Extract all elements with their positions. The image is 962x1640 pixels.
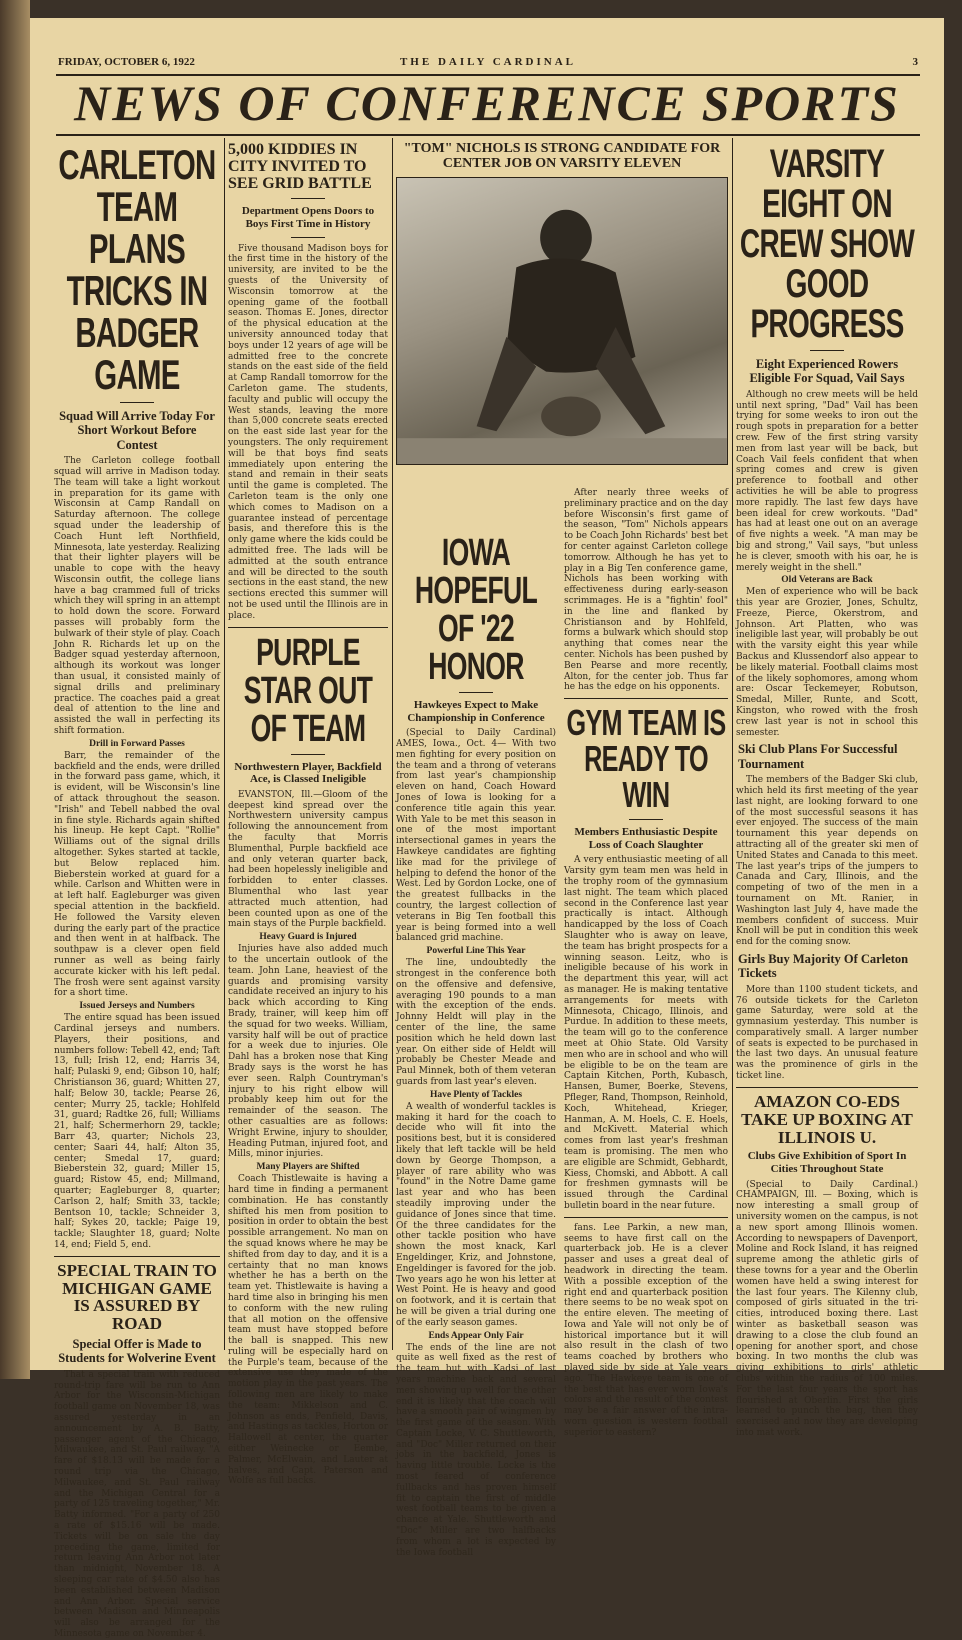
article-body: Coach Thistlewaite is having a hard time in finding a permanent combination. He has constantly shifted his men from position to position in order to obtain the best possible arrangement. No man on the squad knows where he may be shifted from day to day, and it is a certainty that no man knows whether he has a berth on the team yet. Thistlewaite is having a hard time also in bringing his men to conform with the new ruling that all motion on the offensive team must have stopped before the ball is snapped. This new ruling will be especially hard on the Purple's team, because of the extensive use they made of the motion play in the past years. The following men are likely to make the team: Mikkelson and C. Johnson as ends, Penfield, Davis, and Hastings as tackles, Horton or Hallowell at center, the quarter either Weinecke or Eembe, Palmer, McElwain, and Lauter at halves, and Capt. Paterson and Wolfe as full backs.	[228, 1174, 388, 1487]
article-body: A very enthusiastic meeting of all Varsity gym team men was held in the trophy room of the gymnasium last night. The team which placed second in the Conference last year practically is intact. Although handicapped by the loss of Coach Slaughter who is away on leave, the team has bright prospects for a winning season. Leitz, who is ineligible because of his work in the department this year, will act as manager. He is making tentative arrangements for meets with Minnesota, Chicago, Illinois, and Purdue. In addition to these meets, the team will go to the conference meet at Ohio State. Old Varsity men who are in school and who will be eligible to be on the team are Captain Kitchen, Porth, Kubasch, Hansen, Bumer, Boerke, Stevens, Pfleger, Rand, Thompson, Reinhold, Koch, Whitehead, Krieger, Hanman, A. M. Hoels, C. E. Hoels, and McKivett. Material which comes from last year's freshman team is promising. The men who are eligible are Schmidt, Gebhardt, Kiess, Chomski, and Abbott. A call for freshmen gymnasts will be issued through the Cardinal bulletin board in the near future.	[564, 855, 728, 1211]
article-body: The entire squad has been issued Cardinal jerseys and numbers. Players, their positions, and numbers follow: Tebell 42, end; Taft 13, full; Irish 12, end; Harris 34, half; Pulaski 9, end; Gibson 10, half; Christianson 36, guard; Whitten 27, half; Below 30, tackle; Pearse 26, center; Murry 25, tackle; Hohlfeld 31, guard; Radtke 26, full; Williams 21, half; Schermerhorn 29, tackle; Barr 43, quarter; Nichols 23, center; Saari 44, half; Alton 35, center; Smedal 17, guard; Bieberstein 32, guard; Miller 15, guard; Ristow 45, end; Millmand, quarter; Eagleburger 8, quarter; Carlson 2, half; Smith 33, tackle; Bentson 10, tackle; Schneider 3, half; Sykes 20, tackle; Paige 19, tackle; Slaughter 18, guard; Nolte 14, end; Field 5, end.	[54, 1013, 220, 1250]
divider	[54, 1256, 220, 1257]
headline-amazon-coeds: AMAZON CO-EDS TAKE UP BOXING AT ILLINOIS U.	[741, 1091, 913, 1147]
headline-girls-tickets: Girls Buy Majority Of Carleton Tickets	[738, 951, 909, 981]
article-body: Barr, the remainder of the backfield and the ends, were drilled in the forward pass game, which, it is evident, will be Wisconsin's line of attack throughout the season. "Irish" and Tebell nabbed the oval in fine style. Richards again shifted his lineup. He kept Capt. "Rollie" Williams out of the signal drills altogether. Sykes started at tackle, but Below replaced him. Bieberstein worked at guard for a while. Carlson and Whitten were in at left half. Eagleburger was given special attention in the backfield. He followed the Varsity eleven during the early part of the practice and then went in at halfback. The southpaw is a clever open field runner as well as being fairly accurate kicker with his left pedal. The frosh were sent against varsity for a short time.	[54, 750, 220, 999]
subheading: Heavy Guard is Injured	[259, 932, 357, 943]
subhead-amazon-coeds: Clubs Give Exhibition of Sport In Cities Throughout State	[747, 1150, 907, 1176]
subheading: Issued Jerseys and Numbers	[79, 1001, 195, 1012]
article-body: The ends of the line are not quite as well fixed as the rest of the team but with Kadsi of last years machine back and several men showing up well for the other end it is likely that the coach will have a smooth pair of wingmen by the first game of the season. With Captain Locke, V. C. Shuttleworth, and "Doc" Miller returned on their jobs in the backfield, Jones is having little trouble. Locke is the most feared of conference fullbacks and has proven himself fit to captain the first of middle west football teams to be given a chance at Yale. Shuttleworth and "Doc" Miller are two halfbacks from whom a lot is expected by the Iowa football	[396, 1342, 556, 1558]
headline-ski-club: Ski Club Plans For Successful Tournament	[738, 742, 898, 771]
issue-date: FRIDAY, OCTOBER 6, 1922	[58, 56, 195, 68]
divider	[120, 402, 154, 403]
article-body: Injuries have also added much to the uncertain outlook of the team. John Lane, heaviest of the guards and promising varsity candidate received an injury to his back which according to King Brady, trainer, will keep him off the squad for two weeks. William, varsity half will be out of practice for a week due to injuries. Ole Dahl has a broken nose that King Brady says is the worst he has ever seen. Ralph Countryman's injury to his right elbow will probably keep him out for the remainder of the season. The other casualties are as follows: Wright Erwine, injury to shoulder, Heading Putman, injured foot, and Mills, minor injuries.	[228, 944, 388, 1160]
divider	[291, 237, 325, 238]
divider	[810, 350, 844, 351]
page-number: 3	[912, 56, 918, 68]
subheading: Drill in Forward Passes	[89, 738, 185, 749]
subhead-special-train: Special Offer is Made to Students for Wolverine Event	[58, 1337, 216, 1366]
headline-kiddies: 5,000 KIDDIES IN CITY INVITED TO SEE GRID BATTLE	[228, 141, 372, 192]
column-rule	[224, 138, 225, 1350]
column-4	[736, 138, 918, 1439]
article-body: Although no crew meets will be held until next spring, "Dad" Vail has been trying for some weeks to iron out the rough spots in preparation for a better crew. Few of the first string varsity men from last year will be back, but Coach Vail feels confident that when spring comes and crew is given preference to football and other activities he will be able to progress more rapidly. The last few days have been ideal for crew workouts. "Dad" has had at least one out on an average of five nights a week. "A man may be big and strong," Vail says, "but unless he is clever, smooth with his oar, he is merely weight in the shell."	[736, 389, 918, 573]
subhead-iowa: Hawkeyes Expect to Make Championship in Conference	[407, 699, 545, 724]
headline-carleton: CARLETON TEAM PLANS TRICKS IN BADGER GAME	[58, 141, 216, 398]
subheading: Powerful Line This Year	[426, 946, 526, 957]
divider	[291, 198, 325, 199]
headline-purple-star: PURPLE STAR OUT OF TEAM	[243, 631, 373, 750]
headline-nichols: "TOM" NICHOLS IS STRONG CANDIDATE FOR CENTER JOB ON VARSITY ELEVEN	[403, 141, 721, 171]
article-body: Five thousand Madison boys for the first time in the history of the university, are invited to be the guests of the University of Wisconsin tomorrow at the opening game of the football season. Thomas E. Jones, director of the physical education at the university announced today that boys under 12 years of age will be admitted free to the concrete stands on the east side of the field at Camp Randall tomorrow for the Carleton game. The students, faculty and public will occupy the West stands, leaving the more than 5,000 concrete seats erected on the east side last year for the youngsters. The only requirement will be that boys find seats immediately upon entering the stand and remain in their seats until the game is completed. The Carleton team is the only one which comes to Madison on a guarantee instead of percentage basis, and therefore this is the only game where the kids could be admitted free. The lads will be admitted at the south entrance and will be directed to the south sections in the east stand, the new sections erected this summer will not be used until the Illinois are in place.	[228, 243, 388, 621]
column-3	[396, 138, 728, 1558]
subhead-carleton: Squad Will Arrive Today For Short Workout Before Contest	[59, 409, 215, 452]
right-subcolumn	[564, 488, 728, 1439]
subheading: Old Veterans are Back	[781, 575, 873, 586]
column-1	[54, 138, 220, 1639]
subhead-kiddies: Department Opens Doors to Boys First Time in History	[241, 205, 375, 231]
divider	[736, 1087, 918, 1088]
article-body: After nearly three weeks of preliminary practice and on the day before Wisconsin's first game of the season, "Tom" Nichols appears to be Coach John Richards' best bet for center against Carleton college tomorrow. Although he has yet to play in a Big Ten conference game, Nichols has been working with effectiveness during early-season scrimmages. He is a "fightin' fool" in the line and flanked by Christianson and by Hohlfeld, forms a bulwark which should stop anything that comes near the center. Nichols has been pushed by Ben Pearse and more recently, Alton, for the center job. Thus far he has the edge on his opponents.	[564, 488, 728, 693]
article-body: (Special to Daily Cardinal) AMES, Iowa., Oct. 4— With two men fighting for every position on the team and a throng of veterans from last year's championship eleven on hand, Coach Howard Jones of Iowa is looking for a conference title again this year. With Yale to be met this season in one of the most important intersectional games in years the Hawkeye candidates are fighting like mad for the privilege of helping to defend the honor of the West. Led by Gordon Locke, one of the greatest fullbacks in the country, the largest collection of veterans in Big Ten football this year is being formed into a well balanced grid machine.	[396, 728, 556, 944]
paper-name: THE DAILY CARDINAL	[399, 56, 577, 68]
article-body: (Special to Daily Cardinal.) CHAMPAIGN, Ill. — Boxing, which is now interesting a small group of university women on the campus, is not a new sport among Illinois women. According to newspapers of Davenport, Moline and Rock Island, it has reigned supreme among the athletic girls of these towns for a year and the Oberlin women have held a swing interest for the last four years. The Kilenny club, composed of girls situated in the tri-cities, introduced boxing there. Last winter as basketball season was drawing to a close the club found an opening for another sport, and chose boxing. In two months the club was giving exhibitions to girls' athletic clubs within the radius of 100 miles. For the last four years the sport has flourished at Oberlin. First the girls learned to punch the bag, then they exercised and now they are developing into mat work.	[736, 1179, 918, 1439]
subheading: Many Players are Shifted	[256, 1162, 360, 1173]
subheading: Ends Appear Only Fair	[428, 1330, 524, 1341]
article-body: fans. Lee Parkin, a new man, seems to have first call on the quarterback job. He is a clever passer and uses a great deal of headwork in directing the team. With a possible exception of the right end and quarterback position there seems to be no weak spot on the entire eleven. The meeting of Iowa and Yale will not only be of historical importance but it will also result in the clash of two teams coached by brothers who played side by side at Yale years ago. The Hawkeye team is one of the best that has ever worn Iowa's colors and the result of the contest may be a fair answer of the intra-worn question is western football superior to eastern?	[564, 1222, 728, 1438]
divider	[291, 754, 325, 755]
subheading: Have Plenty of Tackles	[429, 1089, 523, 1100]
article-body: The members of the Badger Ski club, which held its first meeting of the year last night, are looking forward to one of the most successful seasons it has ever enjoyed. The success of the main tournament this year depends on attracting all of the greater ski men of United States and Canada to this meet. The last year's trips of the jumpers to Canada and Cary, Illinois, and the competing of two of the men in a tournament on Mt. Ranier, in Washington last July 4, have made the members confident of success. Muir Knoll will be put in condition this week end for the coming snow.	[736, 775, 918, 948]
page-binding	[0, 0, 30, 1379]
subhead-gym: Members Enthusiastic Despite Loss of Coach Slaughter	[574, 826, 718, 851]
subhead-purple-star: Northwestern Player, Backfield Ace, is Classed Ineligible	[234, 760, 382, 786]
divider	[228, 627, 388, 628]
article-body: The Carleton college football squad will arrive in Madison today. The team will take a light workout in preparation for its game with Wisconsin at Camp Randall on Saturday afternoon. The college squad under the leadership of Coach Hunt left Northfield, Minnesota, late yesterday. Realizing that their lighter players will be unable to cope with the heavy Wisconsin outfit, the college lians have a bag crammed full of tricks which they will spring in an attempt to hold down the score. Forward passes will probably form the bulwark of their style of play. Coach John R. Richards let up on the Badger squad yesterday afternoon, although its workout was longer than usual, it consisted mainly of signal drills and preliminary practice. The coaches paid a great deal of attention to the line and assisted the wall in perfecting its shift formation.	[54, 456, 220, 737]
divider	[564, 698, 728, 699]
divider	[564, 1217, 728, 1218]
article-body: The line, undoubtedly the strongest in the conference both on the offensive and defensive, averaging 190 pounds to a man with the exception of the ends. Johnny Heldt will play in the center of the line, the same position which he held down last year. On either side of Heldt will probably be Chester Meade and Paul Minnek, both of them veteran guards from last year's eleven.	[396, 958, 556, 1087]
divider	[629, 819, 663, 820]
subhead-varsity-eight: Eight Experienced Rowers Eligible For Squad, Vail Says	[749, 357, 905, 386]
article-body: That a special train with reduced round-trip fare will be run to Ann Arbor for the Wisconsin-Michigan football game on November 18, was assured yesterday in an announcement by A. B. Batty, passenger agent of the Chicago, Milwaukee, and St. Paul railway. "A fare of $18.13 will be made for a round trip via the Chicago, Milwaukee, and St. Paul railway and the Michigan Central for a party of 125 traveling together," Mr. Batty informed. "For a party of 250 a rate of $15.16 will be made. Tickets will be on sale the day preceding the game, limited for return leaving Ann Arbor not later than midnight, November 18. A sleeping car rate of $4.50 also has been established between Madison and Ann Arbor. Special service between Madison and Minneapolis will also be arranged for the Minnesota game on November 4.	[54, 1369, 220, 1639]
football-player-figure	[397, 178, 727, 464]
newspaper-page	[30, 18, 944, 1639]
headline-special-train: SPECIAL TRAIN TO MICHIGAN GAME IS ASSURED BY ROAD	[57, 1260, 217, 1334]
headline-varsity-eight: VARSITY EIGHT ON CREW SHOW GOOD PROGRESS	[739, 142, 915, 346]
banner-rule	[56, 134, 920, 136]
page-header	[58, 56, 918, 72]
column-rule	[732, 138, 733, 1350]
article-body: A wealth of wonderful tackles is making it hard for the coach to decide who will fit into the positions best, but it is considered likely that left tackle will be held down by George Thompson, a player of rare ability who was "found" in the Notre Dame game last year and who has been steadily improving under the guidance of Jones since that time. Of the three candidates for the other tackle position who have shown the most knack, Karl Engeldinger, Kriz, and Johnstone, Engeldinger is favored for the job. Two years ago he won his letter at West Point. He is heavy and good on footwork, and it is certain that he will be given a trial during one of the early season games.	[396, 1101, 556, 1328]
column-rule	[392, 138, 393, 1350]
iowa-story	[396, 528, 556, 1558]
headline-gym: GYM TEAM IS READY TO WIN	[566, 702, 726, 816]
article-body: More than 1100 student tickets, and 76 outside tickets for the Carleton game Saturday, were sold at the gymnasium yesterday. This number is comparatively small. A larger number of seats is expected to be purchased in the last two days. An unusual feature was the prominence of girls in the ticket line.	[736, 984, 918, 1082]
article-body: Men of experience who will be back this year are Grozier, Jones, Schultz, Freeze, Pierce, Okerstrom, and Johnson. Art Platten, who was ineligible last year, will probably be out with the varsity eight this year while Backus and Klussendorf also appear to be likely material. Football claims most of the likely sophomores, among whom are: Oscar Teckemeyer, Robutson, Smedal, Miller, Runte, and Scott, Kingston, who rowed with the frosh crew last year is not in school this semester.	[736, 587, 918, 738]
article-body: EVANSTON, Ill.—Gloom of the deepest kind spread over the Northwestern university campus following the announcement from the faculty that Morris Blumenthal, Purple backfield ace and only veteran quarter back, had been hopelessly ineligible and forbidden to enter classes. Blumenthal who last year attracted much attention, had been counted upon as one of the main stays of the Purple backfield.	[228, 789, 388, 930]
headline-iowa: IOWA HOPEFUL OF '22 HONOR	[414, 532, 538, 688]
divider	[459, 692, 493, 693]
photo-tom-nichols	[396, 177, 728, 465]
section-banner: NEWS OF CONFERENCE SPORTS	[74, 75, 900, 131]
column-2	[228, 138, 388, 1487]
